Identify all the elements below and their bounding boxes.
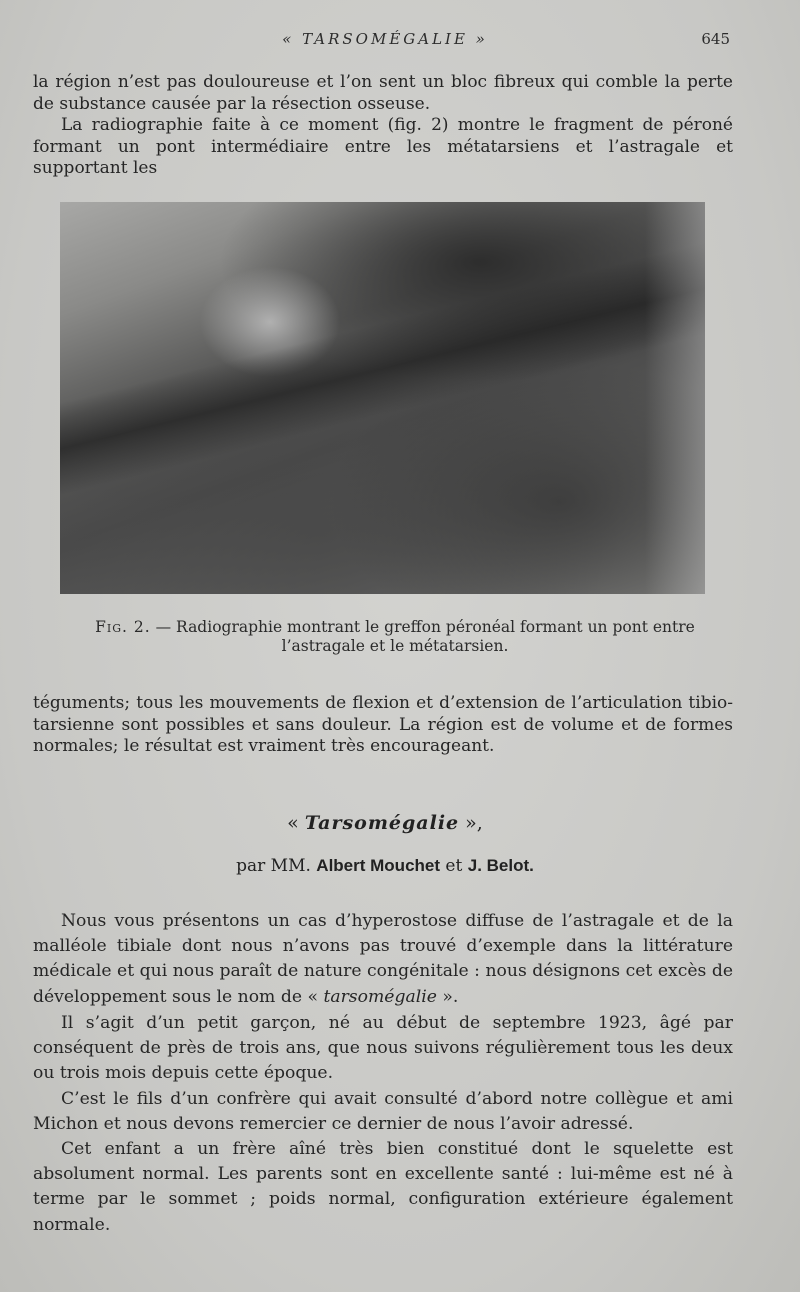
author-2: J. Belot. — [467, 856, 534, 875]
body-paragraph-1 — [33, 909, 733, 1010]
body-paragraph-2: Il s’agit d’un petit garçon, né au début de septembre 1923, âgé par conséquent de près de trois ans, que nous suivons régulièrement tous les deux ou trois mois depuis cette époque. — [33, 1013, 733, 1084]
continuation-paragraph: téguments; tous les mouvements de flexion et d’extension de l’articulation tibio-tarsienne sont possibles et sans douleur. La région est de volume et de formes normales; le résultat est vraiment très encourageant. — [33, 693, 733, 757]
radiograph-figure — [60, 202, 705, 594]
body-paragraph-1-text: Nous vous présentons un cas d’hyperostose diffuse de l’astragale et de la malléole tibiale dont nous n’avons pas trouvé d’exemple dans la littérature médicale et qui nous paraît de nature congénitale : nous désignons cet excès de développement sous le nom de « — [33, 911, 733, 1007]
body-paragraph-4: Cet enfant a un frère aîné très bien constitué dont le squelette est absolument normal. Les parents sont en excellente santé : lui-même est né à terme par le sommet ; poids normal, configuration extérieure également normale. — [33, 1139, 733, 1235]
radiograph-bone-shadow — [60, 239, 705, 496]
article-title — [0, 812, 770, 834]
title-close-quote: », — [459, 812, 483, 834]
authors-conjunction: et — [440, 856, 468, 876]
figure-caption-text: — Radiographie montrant le greffon péronéal formant un pont entre l’astragale et le métatarsien. — [150, 618, 695, 655]
term-tarsomegalie: tarsomégalie — [323, 986, 437, 1007]
running-title: « TARSOMÉGALIE » — [282, 30, 488, 48]
title-open-quote: « — [287, 812, 305, 834]
body-paragraph-3: C’est le fils d’un confrère qui avait consulté d’abord notre collègue et ami Michon et nous devons remercier ce dernier de nous l’avoir adressé. — [33, 1089, 733, 1135]
page-number: 645 — [701, 30, 730, 48]
radiograph-edge — [645, 202, 705, 594]
authors-prefix: par MM. — [236, 856, 317, 876]
title-name: Tarsomégalie — [304, 812, 460, 834]
body-paragraph-1-end: ». — [436, 986, 459, 1007]
page-header — [0, 30, 800, 52]
figure-caption — [70, 618, 720, 656]
intro-paragraph-1: la région n’est pas douloureuse et l’on sent un bloc fibreux qui comble la perte de substance causée par la résection osseuse. — [33, 72, 733, 114]
article-authors — [0, 856, 770, 876]
intro-paragraph-2: La radiographie faite à ce moment (fig. 2) montre le fragment de péroné formant un pont intermédiaire entre les métatarsiens et l’astragale et supportant les — [33, 115, 733, 179]
figure-label: Fig. 2. — [95, 618, 151, 636]
author-1: Albert Mouchet — [316, 856, 441, 875]
